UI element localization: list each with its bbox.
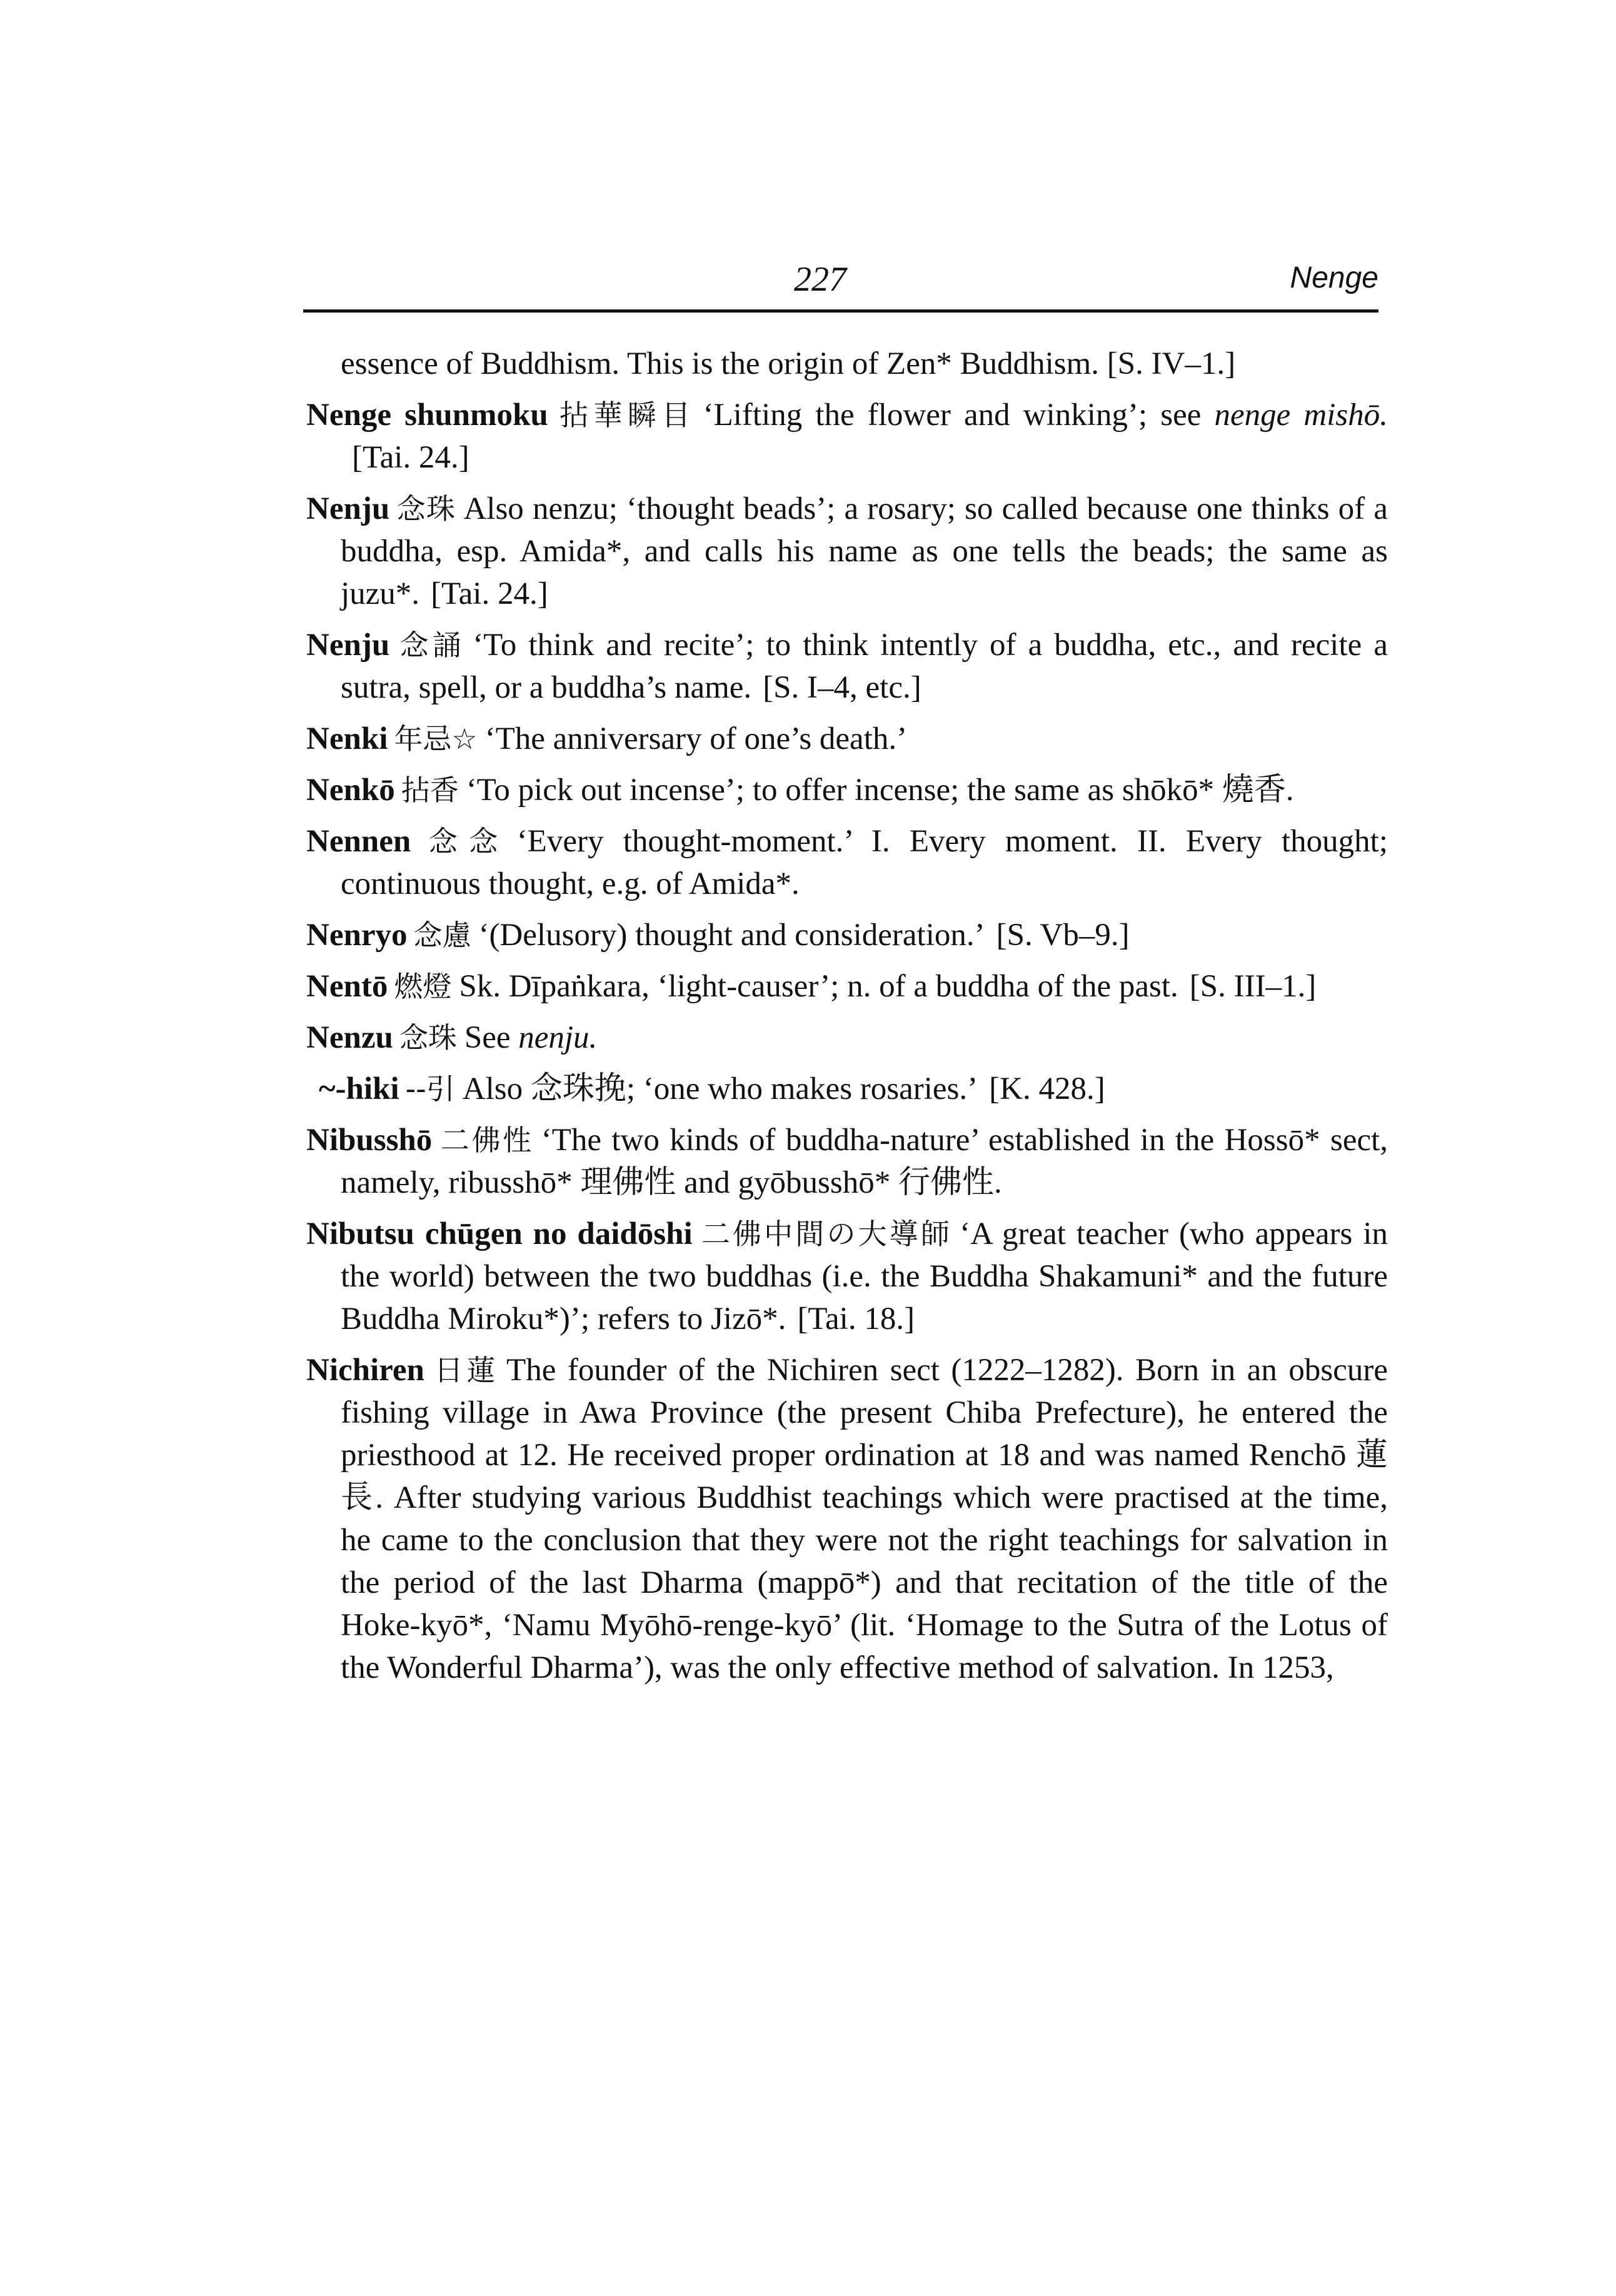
entry-kanji: 念慮 [413, 918, 471, 952]
entry-text: ‘The anniversary of one’s death.’ [484, 721, 908, 756]
entry-kanji: 燃燈 [394, 970, 452, 1003]
entry-headword: Nibutsu chūgen no daidōshi [306, 1216, 693, 1251]
entry-italic: nenge mishō. [1214, 398, 1388, 433]
entry-text: ‘The two kinds of buddha-nature’ established in the Hossō* sect, namely, ribusshō* 理佛性 and gyōbusshō* 行佛性. [341, 1123, 1388, 1200]
entry-kanji: 拈華瞬目 [554, 398, 696, 432]
entry-ref: [S. I–4, etc.] [763, 670, 921, 705]
entry-kanji: 二佛性 [438, 1123, 534, 1157]
entry-text: ‘To think and recite’; to think intently of a buddha, etc., and recite a sutra, spell, or a buddha’s name. [341, 628, 1388, 705]
entry-text: ‘A great teacher (who appears in the world) between the two buddhas (i.e. the Buddha Shakamuni* and the future Buddha Miroku*)’; refers to Jizō*. [341, 1216, 1388, 1336]
entry-headword: Nenge shunmoku [306, 398, 548, 433]
entry-kanji: 日蓮 [430, 1353, 499, 1387]
entry-text: Also 念珠挽; ‘one who makes rosaries.’ [462, 1071, 978, 1106]
entry-text: ‘Lifting the flower and winking’; see [703, 398, 1202, 433]
entry-headword: Nennen [306, 824, 411, 859]
running-head: Nenge [1290, 261, 1378, 294]
entry-headword: Nenju [306, 491, 390, 526]
entry-nenge-shunmoku [306, 394, 1388, 479]
entry-headword: Nichiren [306, 1353, 424, 1388]
entry-text: See [464, 1020, 511, 1055]
entry-nento [306, 965, 1388, 1008]
entry-kanji: 二佛中間の大導師 [698, 1217, 953, 1251]
entry-headword: Nenki [306, 721, 388, 756]
entry-text: Also nenzu; ‘thought beads’; a rosary; so called because one thinks of a buddha, esp. Amida*, and calls his name as one tells the beads; the same as juzu*. [341, 491, 1388, 611]
entry-text: ‘To pick out incense’; to offer incense; the same as shōkō* 燒香. [466, 773, 1294, 808]
entry-nenju-beads [306, 488, 1388, 615]
entry-ref: [S. Vb–9.] [996, 918, 1130, 953]
entry-ref: [K. 428.] [989, 1071, 1105, 1106]
dictionary-body [306, 343, 1388, 1698]
entry-text: The founder of the Nichiren sect (1222–1282). Born in an obscure fishing village in Awa Province (the present Chiba Prefecture), he entered the priesthood at 12. He received proper ordination at 18 and was named Renchō 蓮長. After studying various Buddhist teachings which were practised at the time, he came to the conclusion that they were not the right teachings for salvation in the period of the last Dharma (mappō*) and that recitation of the title of the Hoke-kyō*, ‘Namu Myōhō-renge-kyō’ (lit. ‘Homage to the Sutra of the Lotus of the Wonderful Dharma’), was the only effective method of salvation. In 1253, [341, 1353, 1388, 1685]
entry-headword: Nenryo [306, 918, 408, 953]
entry-headword: Nenju [306, 628, 390, 663]
entry-text: Sk. Dīpaṅkara, ‘light-causer’; n. of a buddha of the past. [459, 969, 1178, 1004]
entry-nenzu-hiki [306, 1068, 1388, 1110]
entry-italic: nenju. [518, 1020, 598, 1055]
page-number: 227 [794, 260, 846, 299]
entry-headword: Nenkō [306, 773, 395, 808]
entry-nenju-recite [306, 624, 1388, 709]
entry-kanji: 拈香 [401, 773, 459, 807]
entry-headword: Nentō [306, 969, 388, 1004]
entry-kanji: 念珠 [396, 492, 456, 526]
entry-headword: Nenzu [306, 1020, 393, 1055]
entry-nenzu [306, 1016, 1388, 1059]
entry-text: ‘Every thought-moment.’ I. Every moment. II. Every thought; continuous thought, e.g. of Amida*. [341, 824, 1388, 901]
entry-kanji: 念誦 [396, 628, 466, 662]
entry-ref: [Tai. 24.] [431, 576, 548, 611]
entry-nenryo [306, 914, 1388, 956]
entry-headword: ~-hiki [319, 1071, 399, 1106]
entry-nibutsu-chugen [306, 1213, 1388, 1340]
entry-text: ‘(Delusory) thought and consideration.’ [478, 918, 985, 953]
entry-kanji: 年忌☆ [394, 722, 478, 756]
entry-nichiren [306, 1349, 1388, 1689]
entry-kanji: 念念 [417, 825, 509, 858]
page-header [303, 247, 1378, 322]
entry-kanji: --引 [405, 1072, 455, 1106]
entry-nenko [306, 769, 1388, 811]
entry-nibussho [306, 1119, 1388, 1204]
header-rule [303, 309, 1378, 313]
entry-nennen [306, 820, 1388, 905]
entry-ref: [Tai. 24.] [352, 440, 469, 475]
entry-ref: [S. III–1.] [1189, 969, 1317, 1004]
entry-kanji: 念珠 [399, 1021, 457, 1055]
entry-ref: [Tai. 18.] [797, 1301, 915, 1336]
continuation-text: essence of Buddhism. This is the origin of Zen* Buddhism. [S. IV–1.] [341, 346, 1236, 381]
entry-headword: Nibusshō [306, 1123, 433, 1158]
entry-nenki [306, 718, 1388, 760]
